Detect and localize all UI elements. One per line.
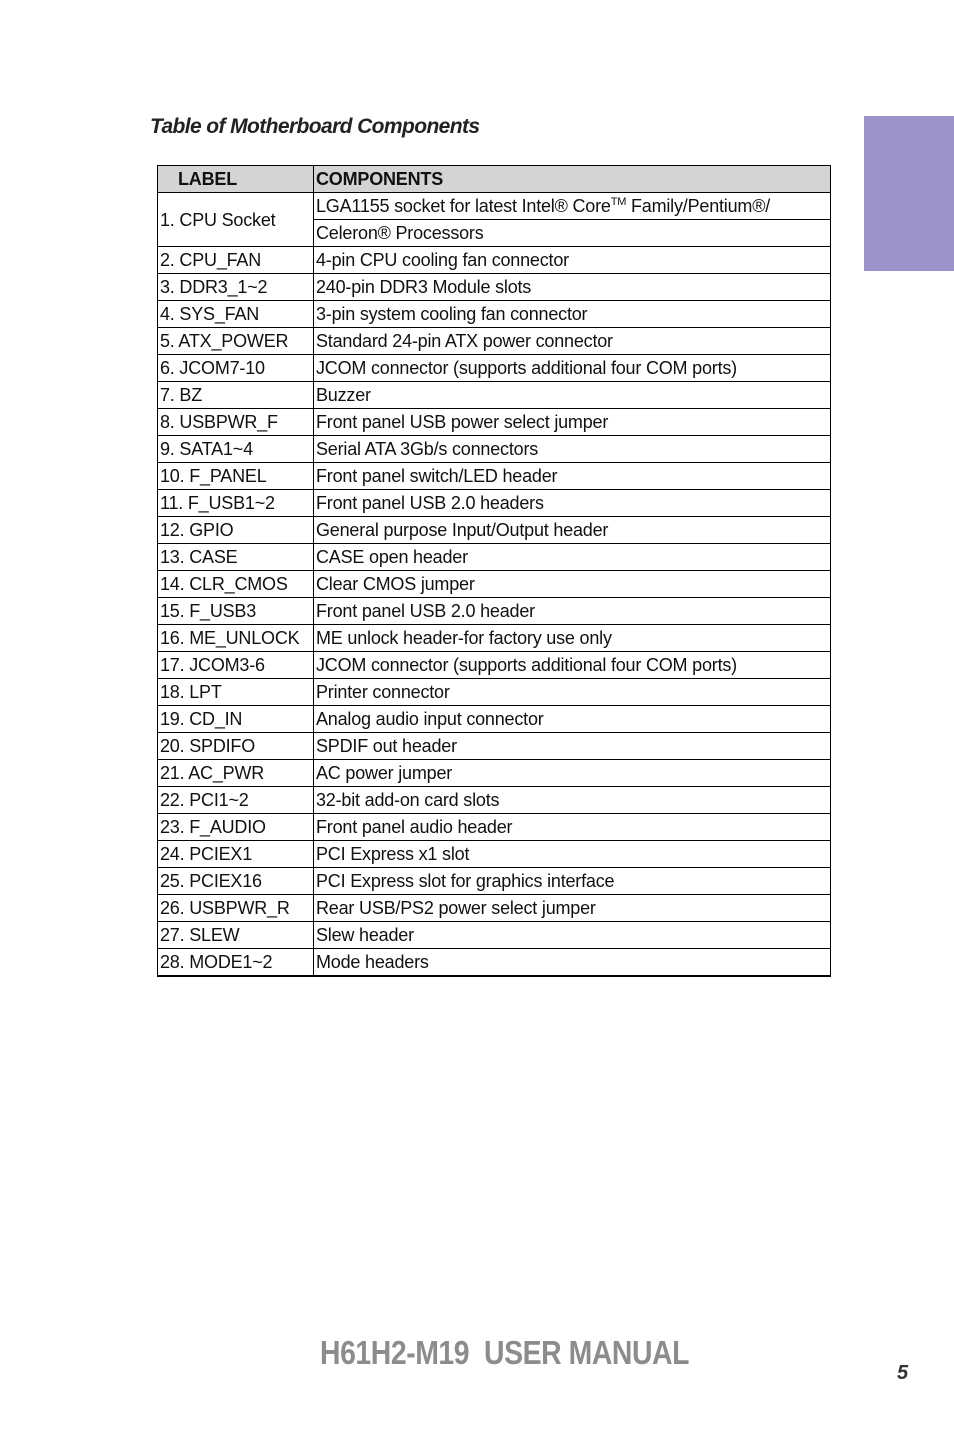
page-number: 5 — [897, 1362, 909, 1384]
table-row — [158, 247, 831, 274]
section-title: Table of Motherboard Components — [150, 115, 480, 138]
row-component: Celeron® Processors — [314, 220, 831, 247]
row-component: Printer connector — [314, 679, 831, 706]
table-row — [158, 814, 831, 841]
row-component: SPDIF out header — [314, 733, 831, 760]
table-row — [158, 922, 831, 949]
table-row — [158, 463, 831, 490]
table-row — [158, 355, 831, 382]
table-row — [158, 301, 831, 328]
row-component: Front panel switch/LED header — [314, 463, 831, 490]
row-component: 32-bit add-on card slots — [314, 787, 831, 814]
table-row — [158, 274, 831, 301]
row-component: AC power jumper — [314, 760, 831, 787]
row-label: 15. F_USB3 — [158, 598, 314, 625]
row-label: 20. SPDIFO — [158, 733, 314, 760]
row-component: Front panel audio header — [314, 814, 831, 841]
table-row — [158, 625, 831, 652]
table-row — [158, 571, 831, 598]
row-label: 11. F_USB1~2 — [158, 490, 314, 517]
row-component: Rear USB/PS2 power select jumper — [314, 895, 831, 922]
row-label: 25. PCIEX16 — [158, 868, 314, 895]
cpu-component-line1: LGA1155 socket for latest Intel® Core — [316, 196, 611, 216]
row-component: Serial ATA 3Gb/s connectors — [314, 436, 831, 463]
table-row — [158, 328, 831, 355]
trademark-superscript: TM — [610, 196, 627, 208]
row-component: ME unlock header-for factory use only — [314, 625, 831, 652]
row-label: 10. F_PANEL — [158, 463, 314, 490]
row-component: General purpose Input/Output header — [314, 517, 831, 544]
table-row — [158, 949, 831, 977]
row-component: Buzzer — [314, 382, 831, 409]
row-label: 3. DDR3_1~2 — [158, 274, 314, 301]
table-row — [158, 409, 831, 436]
row-label: 21. AC_PWR — [158, 760, 314, 787]
row-label: 22. PCI1~2 — [158, 787, 314, 814]
table-row — [158, 706, 831, 733]
row-label: 23. F_AUDIO — [158, 814, 314, 841]
row-label: 17. JCOM3-6 — [158, 652, 314, 679]
row-label: 12. GPIO — [158, 517, 314, 544]
row-component: Mode headers — [314, 949, 831, 977]
table-row — [158, 544, 831, 571]
row-label: 9. SATA1~4 — [158, 436, 314, 463]
row-label: 14. CLR_CMOS — [158, 571, 314, 598]
table-row — [158, 652, 831, 679]
row-component: CASE open header — [314, 544, 831, 571]
row-label: 5. ATX_POWER — [158, 328, 314, 355]
row-label: 13. CASE — [158, 544, 314, 571]
table-row — [158, 868, 831, 895]
table-body — [158, 193, 831, 977]
cpu-component-line1-end: Family/Pentium®/ — [626, 196, 771, 216]
row-component: Front panel USB 2.0 header — [314, 598, 831, 625]
row-component — [314, 193, 831, 220]
row-component: Clear CMOS jumper — [314, 571, 831, 598]
motherboard-components-table — [157, 165, 831, 977]
table-row — [158, 382, 831, 409]
table-row — [158, 787, 831, 814]
table-header-row — [158, 166, 831, 193]
row-label: 18. LPT — [158, 679, 314, 706]
row-label: 27. SLEW — [158, 922, 314, 949]
row-component: Slew header — [314, 922, 831, 949]
table-row — [158, 193, 831, 220]
row-label: 24. PCIEX1 — [158, 841, 314, 868]
row-label: 16. ME_UNLOCK — [158, 625, 314, 652]
row-label: 4. SYS_FAN — [158, 301, 314, 328]
row-component: JCOM connector (supports additional four COM ports) — [314, 355, 831, 382]
manual-title: H61H2-M19 USER MANUAL — [320, 1334, 690, 1371]
row-component: PCI Express x1 slot — [314, 841, 831, 868]
row-component: 240-pin DDR3 Module slots — [314, 274, 831, 301]
table-row — [158, 895, 831, 922]
table-row — [158, 679, 831, 706]
table-row — [158, 517, 831, 544]
row-label: 8. USBPWR_F — [158, 409, 314, 436]
label-column-header: LABEL — [158, 166, 314, 193]
row-component: JCOM connector (supports additional four COM ports) — [314, 652, 831, 679]
table-row — [158, 490, 831, 517]
row-label: 19. CD_IN — [158, 706, 314, 733]
row-label: 7. BZ — [158, 382, 314, 409]
table-row — [158, 598, 831, 625]
row-component: PCI Express slot for graphics interface — [314, 868, 831, 895]
row-component: Front panel USB 2.0 headers — [314, 490, 831, 517]
row-label: 2. CPU_FAN — [158, 247, 314, 274]
row-component: Analog audio input connector — [314, 706, 831, 733]
table-row — [158, 841, 831, 868]
chapter-side-tab — [864, 116, 954, 271]
table-row — [158, 760, 831, 787]
row-label: 28. MODE1~2 — [158, 949, 314, 977]
row-label: 6. JCOM7-10 — [158, 355, 314, 382]
row-component: Standard 24-pin ATX power connector — [314, 328, 831, 355]
row-label: 26. USBPWR_R — [158, 895, 314, 922]
row-component: 3-pin system cooling fan connector — [314, 301, 831, 328]
table-row — [158, 436, 831, 463]
row-component: 4-pin CPU cooling fan connector — [314, 247, 831, 274]
row-label: 1. CPU Socket — [158, 193, 314, 247]
table-row — [158, 733, 831, 760]
row-component: Front panel USB power select jumper — [314, 409, 831, 436]
components-column-header: COMPONENTS — [314, 166, 831, 193]
